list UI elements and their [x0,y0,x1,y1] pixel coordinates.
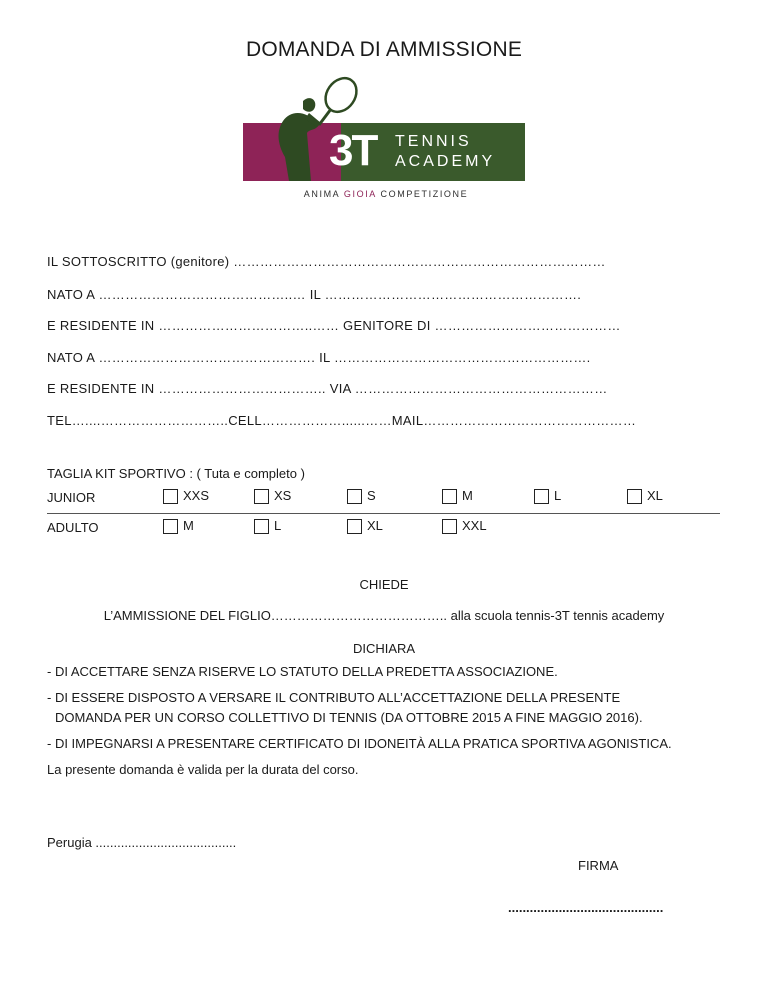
kit-junior-label: JUNIOR [47,490,96,505]
field-nato-a-figlio[interactable]: NATO A …………………………………………. IL …………………………………………………. [47,350,591,365]
checkbox[interactable] [254,519,269,534]
dichiara-heading: DICHIARA [352,641,416,656]
checkbox[interactable] [163,519,178,534]
checkbox[interactable] [347,489,362,504]
size-option[interactable]: XXS [163,488,209,504]
size-option[interactable]: XL [347,518,383,534]
kit-divider [47,513,720,514]
size-option[interactable]: XS [254,488,291,504]
dichiara-item-1: - DI ACCETTARE SENZA RISERVE LO STATUTO DELLA PREDETTA ASSOCIAZIONE. [47,664,558,679]
chiede-heading: CHIEDE [359,577,409,592]
field-sottoscritto[interactable]: IL SOTTOSCRITTO (genitore) ………………………………………………………………………… [47,254,606,269]
field-nato-a[interactable]: NATO A ……………………………………..… IL …………………………………………………. [47,287,582,302]
size-option[interactable]: L [534,488,561,504]
page-title: DOMANDA DI AMMISSIONE [245,38,523,61]
logo-tagline [243,189,529,199]
tagline-gioia: GIOIA [343,189,377,199]
field-residente-genitore[interactable]: E RESIDENTE IN ……………………………..…… GENITORE DI …………………………………… [47,318,621,333]
size-option[interactable]: M [163,518,194,534]
tagline-competizione: COMPETIZIONE [380,189,469,199]
tagline-anima: ANIMA [303,189,340,199]
logo-line-academy: ACADEMY [395,153,496,170]
kit-adulto-label: ADULTO [47,520,99,535]
checkbox[interactable] [347,519,362,534]
size-option[interactable]: S [347,488,376,504]
validity-note: La presente domanda è valida per la durata del corso. [47,762,359,777]
logo-mark: 3T [329,126,377,175]
size-option[interactable]: XXL [442,518,487,534]
academy-logo [243,73,529,203]
checkbox[interactable] [627,489,642,504]
logo-line-tennis: TENNIS [395,133,472,150]
size-option[interactable]: M [442,488,473,504]
checkbox[interactable] [254,489,269,504]
size-option[interactable]: L [254,518,281,534]
checkbox[interactable] [534,489,549,504]
checkbox[interactable] [442,489,457,504]
field-contatti[interactable]: TEL…....………………………..CELL………………......……MAIL………………………………………… [47,413,637,428]
kit-heading: TAGLIA KIT SPORTIVO : ( Tuta e completo ) [47,466,305,481]
checkbox[interactable] [442,519,457,534]
dichiara-item-3: - DI IMPEGNARSI A PRESENTARE CERTIFICATO DI IDONEITÀ ALLA PRATICA SPORTIVA AGONISTICA. [47,736,672,751]
dichiara-item-2b: DOMANDA PER UN CORSO COLLETTIVO DI TENNIS (DA OTTOBRE 2015 A FINE MAGGIO 2016). [55,710,643,725]
signature-label: FIRMA [578,858,619,873]
size-option[interactable]: XL [627,488,663,504]
field-residente-via[interactable]: E RESIDENTE IN ……………………………….. VIA ………………………………………………… [47,381,608,396]
signature-line[interactable]: ........................................... [508,900,664,915]
dichiara-item-2a: - DI ESSERE DISPOSTO A VERSARE IL CONTRIBUTO ALL’ACCETTAZIONE DELLA PRESENTE [47,690,621,705]
checkbox[interactable] [163,489,178,504]
place-date-field[interactable]: Perugia ....................................... [47,835,237,850]
chiede-text[interactable]: L’AMMISSIONE DEL FIGLIO………………………………….. alla scuola tennis-3T tennis academy [103,608,665,623]
